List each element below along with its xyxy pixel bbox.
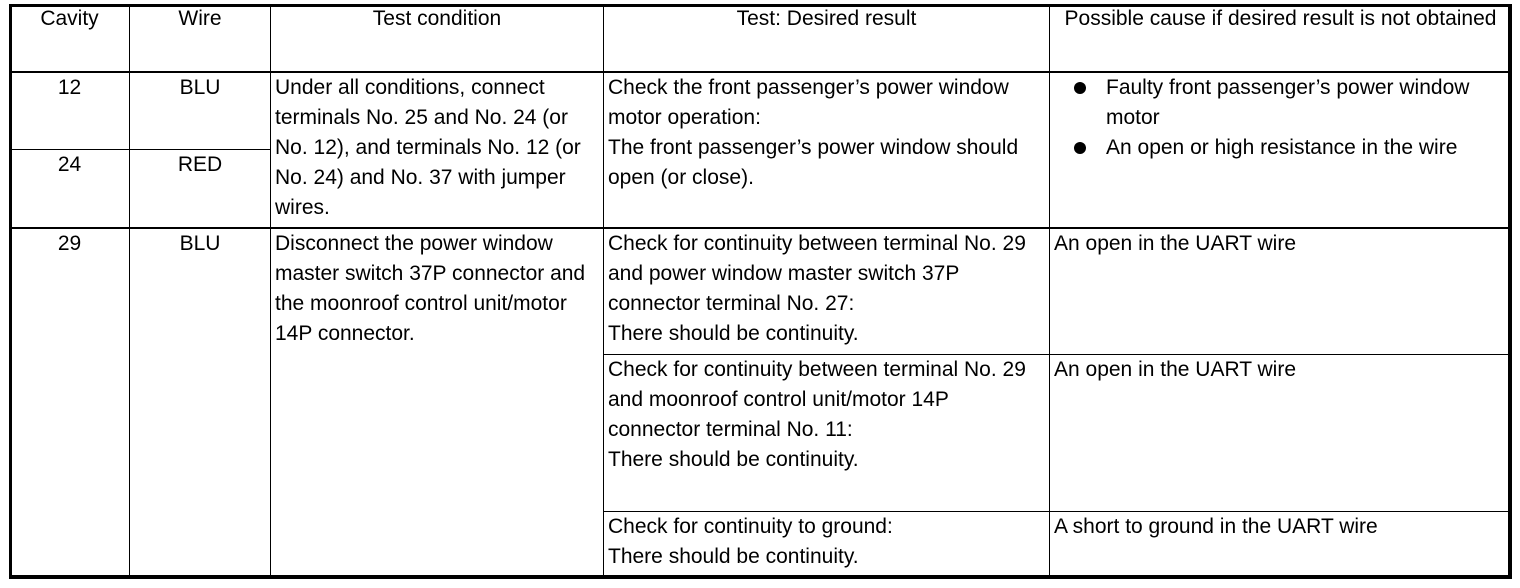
header-desired-result: Test: Desired result bbox=[604, 5, 1050, 72]
condition-cell: Under all conditions, connect terminals No. 25 and No. 24 (or No. 12), and terminals No. 12 (or No. 24) and No. 37 with jumper wires. bbox=[271, 72, 604, 228]
cavity-cell: 29 bbox=[10, 228, 130, 579]
wire-cell: RED bbox=[130, 150, 271, 228]
cause-cell: An open in the UART wire bbox=[1050, 228, 1512, 355]
result-cell: Check for continuity between terminal No. 29 and power window master switch 37P connector terminal No. 27: There should be continuity. bbox=[604, 228, 1050, 355]
cause-text: An open or high resistance in the wire bbox=[1106, 135, 1458, 159]
header-possible-cause: Possible cause if desired result is not obtained bbox=[1050, 5, 1512, 72]
header-wire: Wire bbox=[130, 5, 271, 72]
wire-cell: BLU bbox=[130, 228, 271, 579]
result-cell: Check for continuity to ground: There should be continuity. bbox=[604, 512, 1050, 579]
result-cell: Check the front passenger’s power window motor operation: The front passenger’s power window should open (or close). bbox=[604, 72, 1050, 228]
wire-cell: BLU bbox=[130, 72, 271, 150]
cause-text: Faulty front passenger’s power window motor bbox=[1106, 75, 1470, 129]
result-cell: Check for continuity between terminal No. 29 and moonroof control unit/motor 14P connector terminal No. 11: There should be continuity. bbox=[604, 355, 1050, 512]
header-test-condition: Test condition bbox=[271, 5, 604, 72]
table-outer-border bbox=[9, 4, 1511, 578]
cause-cell: An open in the UART wire bbox=[1050, 355, 1512, 512]
cavity-cell: 12 bbox=[10, 72, 130, 150]
cavity-cell: 24 bbox=[10, 150, 130, 228]
cause-cell: A short to ground in the UART wire bbox=[1050, 512, 1512, 579]
condition-cell: Disconnect the power window master switch 37P connector and the moonroof control unit/motor 14P connector. bbox=[271, 228, 604, 579]
header-cavity: Cavity bbox=[10, 5, 130, 72]
